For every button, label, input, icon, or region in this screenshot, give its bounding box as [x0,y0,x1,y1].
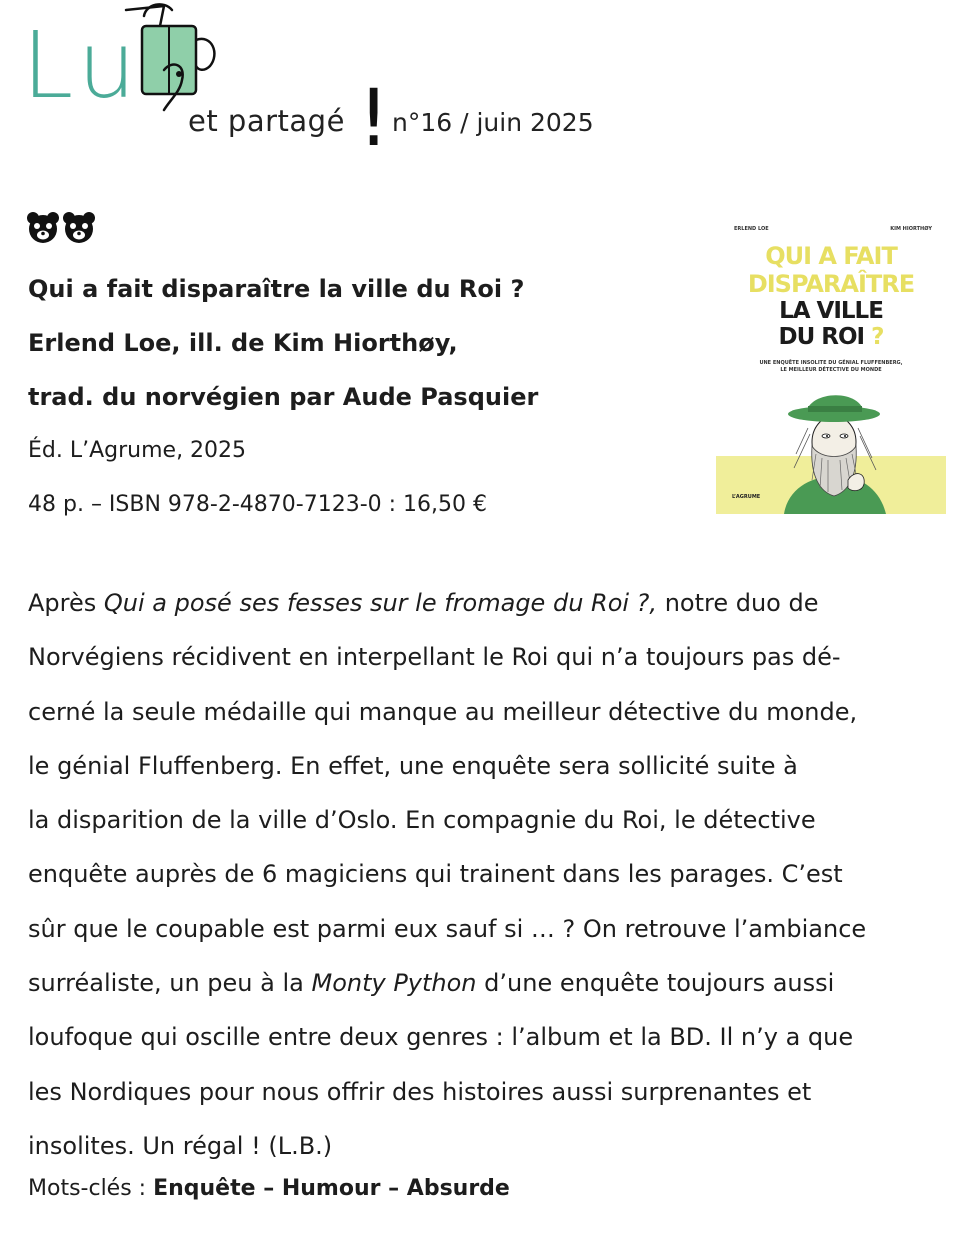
cover-title-line [716,326,946,349]
book-publisher: Éd. L’Agrume, 2025 [28,438,247,463]
page-header [0,0,980,170]
review-line: sûr que le coupable est parmi eux sauf si … ? On retrouve l’ambiance [28,914,867,943]
review-line: insolites. Un régal ! (L.B.) [28,1131,333,1160]
review-line [28,956,958,1010]
book-title: Qui a fait disparaître la ville du Roi ? [28,275,525,303]
review-text-segment: surréaliste, un peu à la [28,969,312,998]
review-text-segment: Après [28,589,104,617]
cover-title-line: DISPARAÎTRE [747,270,915,298]
review-line: la disparition de la ville d’Oslo. En compagnie du Roi, le détective [28,806,816,835]
review-line [28,576,958,630]
logo-tagline: et partagé [188,104,345,138]
review-text-segment: notre duo de [657,589,819,617]
cover-title-line: QUI A FAIT [765,242,897,270]
review-line: les Nordiques pour nous offrir des histoires aussi surprenantes et [28,1077,812,1106]
review-line: enquête auprès de 6 magiciens qui trainent dans les parages. C’est [28,860,843,889]
keywords-values: Enquête – Humour – Absurde [153,1176,510,1201]
cover-subtitle-line: LE MEILLEUR DÉTECTIVE DU MONDE [780,367,882,373]
review-line: loufoque qui oscille entre deux genres : l’album et la BD. Il n’y a que [28,1023,854,1052]
review-line: le génial Fluffenberg. En effet, une enquête sera sollicité suite à [28,751,798,780]
review-cited-title: Monty Python [311,969,477,998]
cover-subtitle-line: UNE ENQUÊTE INSOLITE DU GÉNIAL FLUFFENBERG, [759,360,903,366]
keywords [28,1176,510,1201]
review-line: Norvégiens récidivent en interpellant le Roi qui n’a toujours pas dé- [28,643,841,672]
cover-author-left: ERLEND LOE [734,226,769,232]
book-info [28,262,538,532]
rating [26,210,96,244]
bear-icon [26,210,60,244]
review-line: cerné la seule médaille qui manque au meilleur détective du monde, [28,697,858,726]
logo-wordmark: Lu [22,12,142,119]
cover-publisher: L’AGRUME [732,494,761,500]
review-cited-title: Qui a posé ses fesses sur le fromage du Roi ?, [103,589,658,617]
book-translator: trad. du norvégien par Aude Pasquier [28,383,539,411]
cover-author-right: KIM HIORTHØY [890,226,932,232]
cover-title-line: LA VILLE [779,298,883,324]
logo-exclamation: ! [358,74,390,164]
bear-icon [62,210,96,244]
book-authors: Erlend Loe, ill. de Kim Hiorthøy, [28,329,458,357]
cover-subtitle [716,360,946,374]
keywords-label: Mots-clés : [28,1176,154,1201]
review-text-segment: d’une enquête toujours aussi [476,969,835,998]
review-text [28,576,958,1173]
cover-title-qmark: ? [871,324,884,350]
book-details: 48 p. – ISBN 978-2-4870-7123-0 : 16,50 € [28,492,488,517]
cover-title-text: DU ROI [778,324,865,350]
book-cover [716,218,946,514]
issue-number: n°16 / juin 2025 [392,108,594,137]
